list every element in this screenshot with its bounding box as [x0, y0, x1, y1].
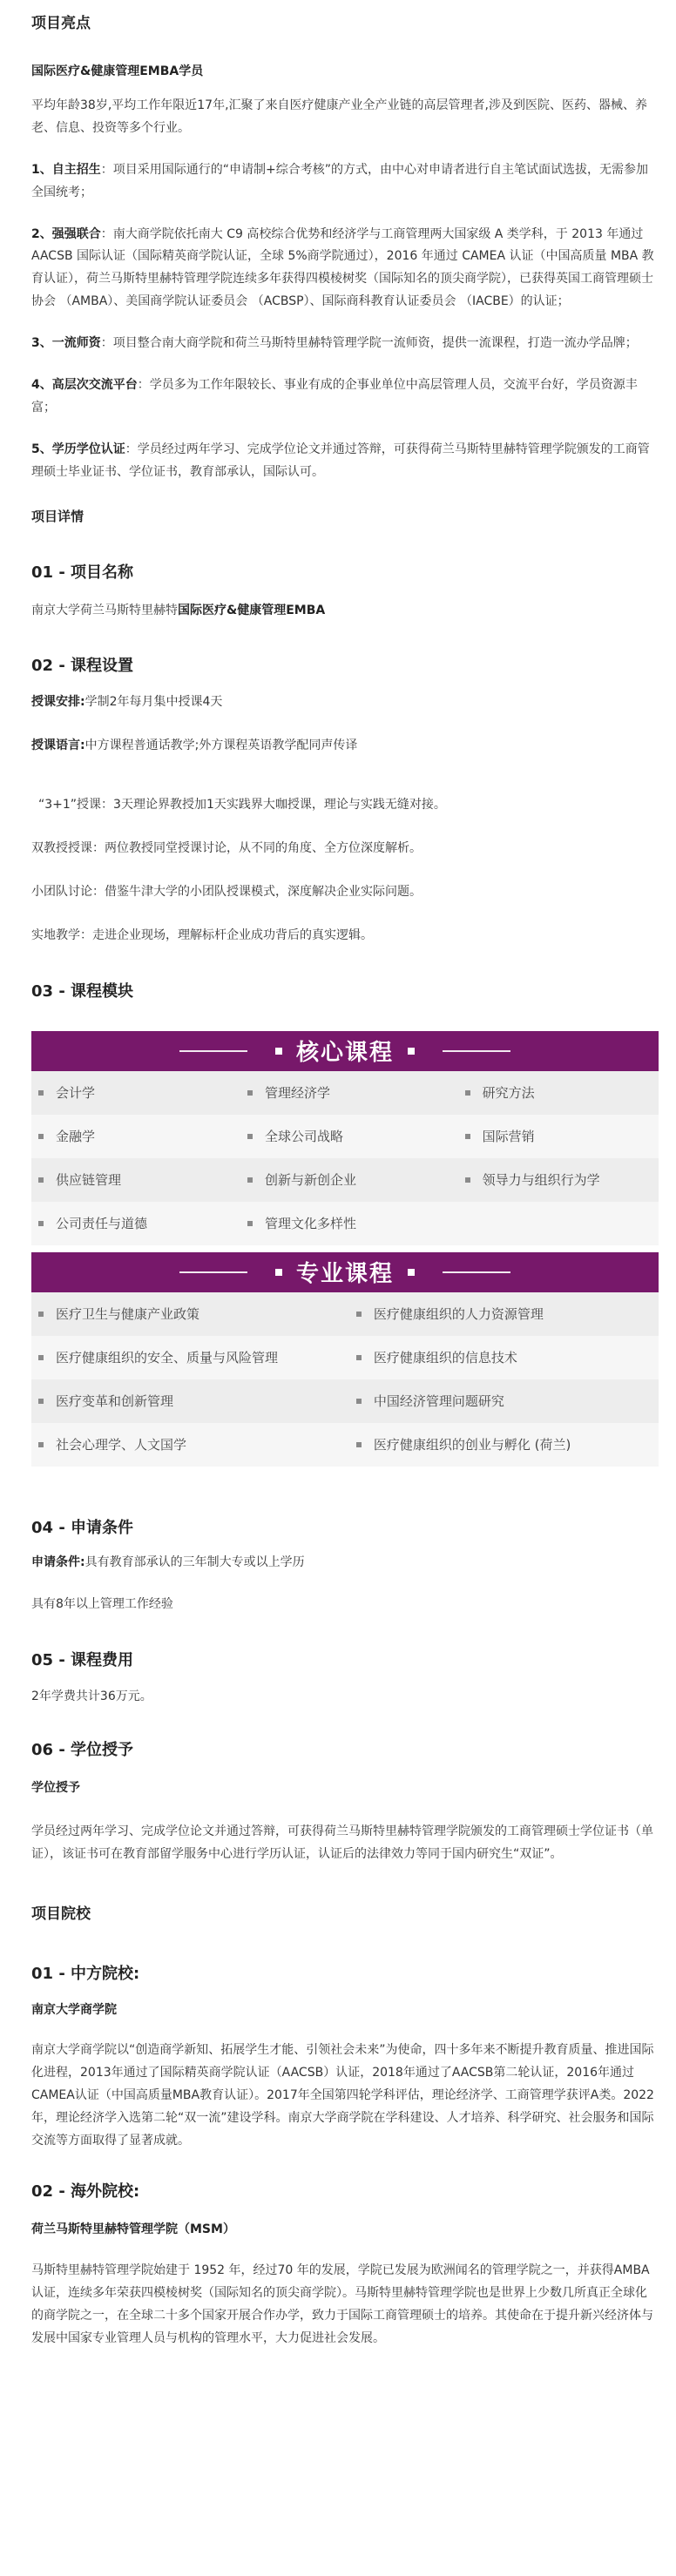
header-rule-right [443, 1271, 510, 1273]
table-row [31, 1071, 659, 1115]
degree-text: 学员经过两年学习、完成学位论文并通过答辩，可获得荷兰马斯特里赫特管理学院颁发的工商管理硕士学位证书（单证），该证书可在教育部留学服务中心进行学历认证，认证后的法律效力等同于国内研究生“双证”。 [31, 1824, 653, 1862]
course-cell [458, 1127, 659, 1145]
header-rule-left [179, 1050, 247, 1052]
bullet-icon [38, 1442, 44, 1447]
foreign-school-text: 马斯特里赫特管理学院始建于 1952 年，经过70 年的发展，学院已发展为欧洲闻名的管理学院之一，并获得AMBA认证，连续多年荣获四模棱树奖（国际知名的顶尖商学院）。马斯特里赫特管理学院也是世界上少数几所真正全球化的商学院之一，在全球二十多个国家开展合作办学，致力于国际工商管理硕士的培养。其使命在于提升新兴经济体与发展中国家专业管理人员与机构的管理水平，大力促进社会发展。 [31, 2263, 653, 2346]
point-text: ：学员经过两年学习、完成学位论文并通过答辩，可获得荷兰马斯特里赫特管理学院颁发的工商管理硕士毕业证书、学位证书，教育部承认，国际认可。 [31, 442, 650, 479]
point-label: 3、一流师资 [31, 336, 101, 351]
bullet-icon [356, 1399, 362, 1404]
table-row [31, 1423, 659, 1467]
section-03-title: 03 - 课程模块 [31, 981, 134, 1001]
pro-courses-table [31, 1292, 659, 1467]
section-01-title: 01 - 项目名称 [31, 563, 134, 582]
method-item: “3+1”授课：3天理论界教授加1天实践界大咖授课，理论与实践无缝对接。 [38, 798, 446, 813]
method-item: 小团队讨论：借鉴牛津大学的小团队授课模式，深度解决企业实际问题。 [31, 885, 422, 900]
course-name: 医疗健康组织的信息技术 [373, 1350, 517, 1366]
table-row [31, 1202, 659, 1245]
bullet-icon [356, 1442, 362, 1447]
table-row [31, 1292, 659, 1336]
cn-school-name: 南京大学商学院 [31, 2003, 117, 2018]
method-item: 双教授授课：两位教授同堂授课讨论，从不同的角度、全方位深度解析。 [31, 841, 422, 856]
course-name: 医疗健康组织的安全、质量与风险管理 [56, 1350, 279, 1366]
square-icon [275, 1269, 282, 1276]
bullet-icon [38, 1134, 44, 1139]
highlight-point-3 [31, 333, 659, 355]
bullet-icon [247, 1134, 253, 1139]
bullet-icon [38, 1355, 44, 1360]
course-name: 研究方法 [482, 1085, 535, 1102]
square-icon [275, 1048, 282, 1055]
course-name: 领导力与组织行为学 [482, 1172, 600, 1189]
bullet-icon [38, 1399, 44, 1404]
section-06-title: 06 - 学位授予 [31, 1741, 134, 1760]
table-row [31, 1158, 659, 1202]
point-label: 2、强强联合 [31, 226, 101, 241]
course-name: 创新与新创企业 [265, 1172, 357, 1189]
point-text: ：项目整合南大商学院和荷兰马斯特里赫特管理学院一流师资，提供一流课程，打造一流办学品牌； [100, 336, 638, 351]
course-cell [31, 1170, 240, 1189]
course-cell [31, 1214, 240, 1232]
course-name: 供应链管理 [56, 1172, 122, 1189]
bullet-icon [38, 1090, 44, 1096]
requirements-line-1 [31, 1552, 659, 1575]
course-cell [240, 1214, 458, 1232]
pro-courses-title: 专业课程 [295, 1261, 394, 1288]
point-label: 5、学历学位认证 [31, 442, 125, 456]
method-item: 实地教学：走进企业现场，理解标杆企业成功背后的真实逻辑。 [31, 927, 373, 942]
course-cell [31, 1083, 240, 1102]
header-pill [263, 1256, 427, 1288]
bullet-icon [465, 1134, 470, 1139]
requirements-text: 具有教育部承认的三年制大专或以上学历 [84, 1554, 305, 1569]
bullet-icon [38, 1312, 44, 1317]
course-name: 医疗变革和创新管理 [56, 1393, 174, 1410]
bullet-icon [38, 1177, 44, 1183]
course-cell [458, 1170, 659, 1189]
point-label: 4、高层次交流平台 [31, 378, 138, 393]
section-02-title: 02 - 课程设置 [31, 657, 134, 676]
highlight-point-4 [31, 374, 659, 420]
course-name: 全球公司战略 [265, 1129, 344, 1145]
bullet-icon [356, 1355, 362, 1360]
point-text: ：学员多为工作年限较长、事业有成的企事业单位中高层管理人员，交流平台好，学员资源丰富； [31, 378, 638, 415]
course-name: 国际营销 [482, 1129, 535, 1145]
course-name: 管理经济学 [265, 1085, 331, 1102]
requirements-line-2: 具有8年以上管理工作经验 [31, 1596, 173, 1611]
schools-heading: 项目院校 [31, 1905, 91, 1924]
highlight-point-5 [31, 439, 659, 484]
course-name: 医疗卫生与健康产业政策 [56, 1306, 200, 1323]
program-title: 国际医疗&健康管理EMBA学员 [31, 64, 204, 78]
requirements-label: 申请条件: [31, 1554, 85, 1569]
section-05-title: 05 - 课程费用 [31, 1650, 134, 1669]
course-cell [240, 1127, 458, 1145]
highlight-point-1 [31, 159, 659, 205]
language [31, 735, 659, 758]
course-name: 金融学 [56, 1129, 96, 1145]
course-name: 社会心理学、人文国学 [56, 1437, 187, 1453]
language-text: 中方课程普通话教学;外方课程英语教学配同声传译 [84, 738, 358, 753]
cn-school-title: 01 - 中方院校: [31, 1965, 140, 1984]
pro-courses-header [31, 1252, 659, 1292]
program-name-bold: 国际医疗&健康管理EMBA [178, 603, 326, 617]
square-icon [408, 1269, 415, 1276]
language-label: 授课语言: [31, 738, 85, 753]
course-cell [349, 1435, 659, 1453]
highlights-heading: 项目亮点 [31, 15, 91, 32]
program-name-prefix: 南京大学荷兰马斯特里赫特 [31, 603, 178, 617]
point-label: 1、自主招生 [31, 162, 101, 177]
bullet-icon [38, 1221, 44, 1226]
schedule [31, 691, 659, 714]
course-name: 公司责任与道德 [56, 1216, 148, 1232]
course-cell [349, 1348, 659, 1366]
foreign-school-title: 02 - 海外院校: [31, 2182, 140, 2201]
course-modules [31, 1031, 659, 1467]
schedule-label: 授课安排: [31, 695, 85, 710]
course-name: 医疗健康组织的创业与孵化 (荷兰) [373, 1437, 571, 1453]
bullet-icon [247, 1177, 253, 1183]
course-cell [31, 1348, 349, 1366]
table-row [31, 1336, 659, 1379]
square-icon [408, 1048, 415, 1055]
course-name: 中国经济管理问题研究 [373, 1393, 504, 1410]
section-04-title: 04 - 申请条件 [31, 1518, 134, 1537]
core-courses-table [31, 1071, 659, 1245]
program-name [31, 600, 659, 623]
schedule-text: 学制2年每月集中授课4天 [84, 695, 223, 710]
table-row [31, 1115, 659, 1158]
course-cell [31, 1305, 349, 1323]
bullet-icon [465, 1177, 470, 1183]
tuition-text: 2年学费共计36万元。 [31, 1689, 152, 1703]
highlight-point-2 [31, 224, 659, 314]
degree-subtitle: 学位授予 [31, 1781, 80, 1796]
core-courses-title: 核心课程 [295, 1040, 394, 1067]
point-text: ：项目采用国际通行的“申请制+综合考核”的方式，由中心对申请者进行自主笔试面试选拔，无需参加全国统考； [31, 162, 648, 199]
header-rule-right [443, 1050, 510, 1052]
highlights-intro: 平均年龄38岁,平均工作年限近17年,汇聚了来自医疗健康产业全产业链的高层管理者,涉及到医院、医药、器械、养老、信息、投资等多个行业。 [31, 98, 647, 135]
course-name: 会计学 [56, 1085, 96, 1102]
course-cell [349, 1305, 659, 1323]
course-name: 医疗健康组织的人力资源管理 [373, 1306, 544, 1323]
course-cell [240, 1170, 458, 1189]
point-text: ：南大商学院依托南大 C9 高校综合优势和经济学与工商管理两大国家级 A 类学科，于 2013 年通过 AACSB 国际认证（国际精英商学院认证，全球 5%商学院通过），2016 年通过 CAMEA 认证（中国高质量 MBA 教育认证），荷兰马斯特里赫特管理学院连续多年获得四模棱树奖（国际知名的顶尖商学院），已获得英国工商管理硕士协会 （AMBA）、美国商学院认证委员会 （ACBSP）、国际商科教育认证委员会 （IACBE）的认证； [31, 226, 654, 309]
course-cell [240, 1083, 458, 1102]
course-cell [349, 1392, 659, 1410]
course-cell [31, 1435, 349, 1453]
course-cell [458, 1083, 659, 1102]
core-courses-header [31, 1031, 659, 1071]
bullet-icon [247, 1221, 253, 1226]
bullet-icon [356, 1312, 362, 1317]
course-cell [31, 1127, 240, 1145]
course-name: 管理文化多样性 [265, 1216, 357, 1232]
header-rule-left [179, 1271, 247, 1273]
header-pill [263, 1035, 427, 1067]
bullet-icon [247, 1090, 253, 1096]
foreign-school-name: 荷兰马斯特里赫特管理学院（MSM） [31, 2222, 235, 2236]
details-heading: 项目详情 [31, 508, 84, 524]
course-cell [31, 1392, 349, 1410]
cn-school-text: 南京大学商学院以“创造商学新知、拓展学生才能、引领社会未来”为使命，四十多年来不断提升教育质量、推进国际化进程，2013年通过了国际精英商学院认证（AACSB）认证，2018年通过了AACSB第二轮认证，2016年通过CAMEA认证（中国高质量MBA教育认证）。2017年全国第四轮学科评估，理论经济学、工商管理学获评A类。2022年，理论经济学入选第二轮“双一流”建设学科。南京大学商学院在学科建设、人才培养、科学研究、社会服务和国际交流等方面取得了显著成就。 [31, 2043, 654, 2148]
bullet-icon [465, 1090, 470, 1096]
table-row [31, 1379, 659, 1423]
